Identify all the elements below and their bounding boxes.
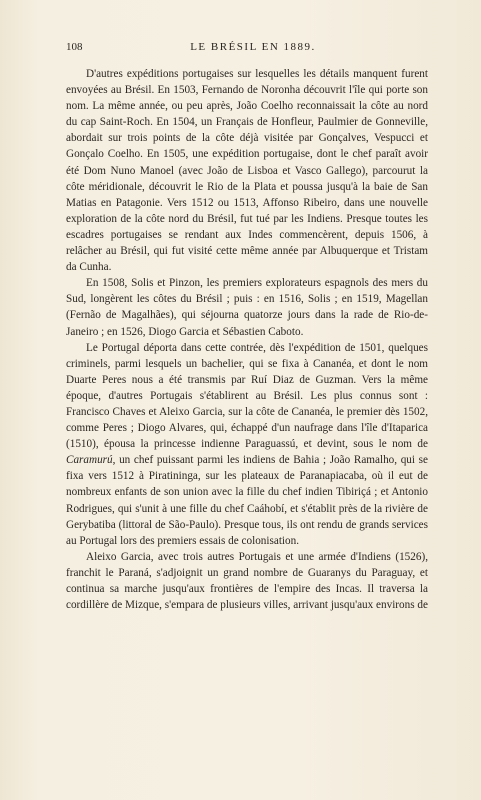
paragraph-3 xyxy=(66,340,428,549)
paragraph-4: Aleixo Garcia, avec trois autres Portugais et une armée d'Indiens (1526), franchit le Paraná, s'adjoignit un grand nombre de Guaranys du Paraguay, et continua sa marche jusqu'aux frontières de l'empire des Incas. Il traversa la cordillère de Mizque, s'empara de plusieurs villes, arrivant jusqu'aux environs de xyxy=(66,550,428,612)
page-number: 108 xyxy=(66,41,83,53)
page-header xyxy=(66,41,420,55)
paragraph-3-tail: , un chef puissant parmi les indiens de Bahia ; João Ramalho, qui se fixa vers 1512 à Piratininga, sur les plateaux de Paranapiacaba, où il eut de nombreux enfants de son union avec la fille du chef indien Tibiriçá ; et Antonio Rodrigues, qui s'unit à une fille du chef Caáhobí, et s'établit près de la rivière de Gerybatiba (littoral de São-Paulo). Presque tous, ils ont rendu de grands services au Portugal lors des premiers essais de colonisation. xyxy=(66,454,428,547)
body-text xyxy=(66,66,428,613)
paragraph-3-head: Le Portugal déporta dans cette contrée, dès l'expédition de 1501, quelques criminels, parmi lesquels un bachelier, qui se fixa à Cananéa, et dont le nom Duarte Peres nous a été transmis par Ruí Diaz de Guzman. Vers la même époque, d'autres Portugais s'établirent au Brésil. Les plus connus sont : Francisco Chaves et Aleixo Garcia, sur la côte de Cananéa, le premier dès 1502, comme Peres ; Diogo Alvares, qui, échappé d'un naufrage dans l'île d'Itaparica (1510), épousa la princesse indienne Paraguassú, et devint, sous le nom de xyxy=(66,341,428,451)
paragraph-1: D'autres expéditions portugaises sur lesquelles les détails manquent furent envoyées au Brésil. En 1503, Fernando de Noronha découvrit l'île qui porte son nom. La même année, ou peu après, João Coelho reconnaissait la côte au nord du cap Saint-Roch. En 1504, un Français de Honfleur, Paulmier de Gonneville, abordait sur trois points de la côte déjà visitée par Gonçalves, Vespucci et Gonçalo Coelho. En 1505, une expédition portugaise, dont le chef paraît avoir été Dom Nuno Manoel (avec João de Lisboa et Vasco Gallego), parcourut la côte méridionale, découvrit le Rio de la Plata et poussa jusqu'à la baie de San Matias en Patagonie. Vers 1512 ou 1513, Affonso Ribeiro, dans une nouvelle exploration de la côte nord du Brésil, fut tué par les Indiens. Presque toutes les escadres portugaises se rendant aux Indes commencèrent, depuis 1506, à relâcher au Brésil, qui fut visité cette même année par Albuquerque et Tristam da Cunha. xyxy=(66,68,428,274)
running-title: LE BRÉSIL EN 1889. xyxy=(190,41,316,53)
caramuru-italic: Caramurú xyxy=(66,454,113,467)
paragraph-2: En 1508, Solis et Pinzon, les premiers explorateurs espagnols des mers du Sud, longèrent les côtes du Brésil ; puis : en 1516, Solis ; en 1519, Magellan (Fernão de Magalhães), qui séjourna quatorze jours dans la rade de Rio-de-Janeiro ; en 1526, Diogo Garcia et Sébastien Caboto. xyxy=(66,277,428,338)
